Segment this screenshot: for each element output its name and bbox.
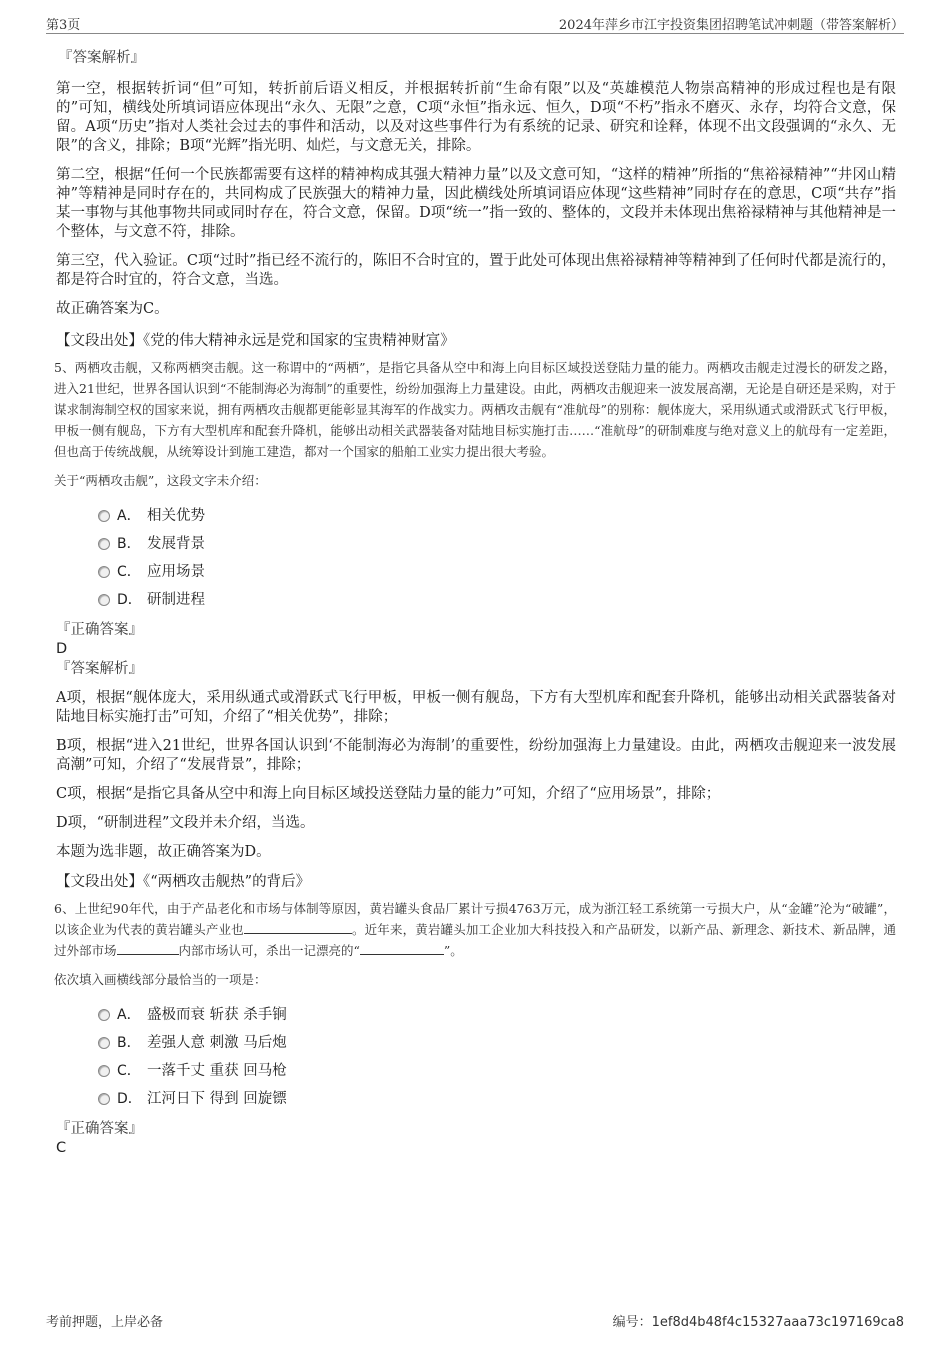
passage-source: 【文段出处】《党的伟大精神永远是党和国家的宝贵精神财富》 <box>56 333 455 349</box>
option-text: 盛极而衰 斩获 杀手锏 <box>147 1007 287 1023</box>
question-6-prompt: 依次填入画横线部分最恰当的一项是： <box>54 972 267 987</box>
option-d[interactable]: D． 江河日下 得到 回旋镖 <box>56 1085 896 1113</box>
page-footer <box>46 1311 904 1330</box>
analysis-paragraph: 第一空，根据转折词“但”可知，转折前后语义相反，并根据转折前“生命有限”以及“英雄模范人物崇高精神的形成过程也是有限的”可知，横线处所填词语应体现出“永久、无限”之意，C项“永恒”指永远、恒久，D项“不朽”指永不磨灭、永存，均符合文意，保留。A项“历史”指对人类社会过去的事件和活动，以及对这些事件行为有系统的记录、研究和诠释，体现不出文段强调的“永久、无限”的含义，排除；B项“光辉”指光明、灿烂，与文意无关，排除。 <box>56 81 896 154</box>
analysis-label: 『答案解析』 <box>56 661 143 677</box>
radio-button[interactable] <box>98 510 110 522</box>
fill-blank-3 <box>360 941 444 955</box>
option-text: 研制进程 <box>147 592 205 608</box>
analysis-paragraph: C项，根据“是指它具备从空中和海上向目标区域投送登陆力量的能力”可知，介绍了“应用场景”，排除； <box>56 786 721 802</box>
document-title: 2024年萍乡市江宇投资集团招聘笔试冲刺题（带答案解析） <box>558 18 904 33</box>
radio-button[interactable] <box>98 1037 110 1049</box>
option-text: 差强人意 刺激 马后炮 <box>147 1035 287 1051</box>
analysis-conclusion: 故正确答案为C。 <box>56 301 169 317</box>
analysis-label: 『答案解析』 <box>58 50 145 66</box>
radio-button[interactable] <box>98 566 110 578</box>
analysis-paragraph: D项，“研制进程”文段并未介绍，当选。 <box>56 815 315 831</box>
question-5-text: 5、两栖攻击舰，又称两栖突击舰。这一称谓中的“两栖”，是指它具备从空中和海上向目标区域投送登陆力量的能力。两栖攻击舰走过漫长的研发之路，进入21世纪，世界各国认识到“不能制海必为海制”的重要性，纷纷加强海上力量建设。由此，两栖攻击舰迎来一波发展高潮，无论是自研还是采购，对于谋求制海制空权的国家来说，拥有两栖攻击舰都更能彰显其海军的作战实力。两栖攻击舰有“准航母”的别称：舰体庞大，采用纵通式或滑跃式飞行甲板，甲板一侧有舰岛，下方有大型机库和配套升降机，能够出动相关武器装备对陆地目标实施打击……“准航母”的研制难度与绝对意义上的航母有一定差距，但也高于传统战舰，从统筹设计到施工建造，都对一个国家的船舶工业实力提出很大考验。 <box>54 360 896 459</box>
analysis-paragraph: 第二空，根据“任何一个民族都需要有这样的精神构成其强大精神力量”以及文意可知，“这样的精神”所指的“焦裕禄精神”“井冈山精神”等精神是同时存在的，共同构成了民族强大的精神力量，因此横线处所填词语应体现“这些精神”同时存在的意思，C项“共存”指某一事物与其他事物共同或同时存在，符合文意，保留。D项“统一”指一致的、整体的，文段并未体现出焦裕禄精神与其他精神是一个整体，与文意不符，排除。 <box>56 167 896 240</box>
option-text: 应用场景 <box>147 564 205 580</box>
fill-blank-1 <box>244 920 352 934</box>
page-number: 第3页 <box>46 18 81 33</box>
correct-answer: D <box>56 641 68 657</box>
passage-source: 【文段出处】《“两栖攻击舰热”的背后》 <box>56 874 311 890</box>
option-a[interactable]: A． 相关优势 <box>56 502 896 530</box>
question-5-options <box>56 502 896 614</box>
option-b[interactable]: B． 差强人意 刺激 马后炮 <box>56 1029 896 1057</box>
correct-answer-label: 『正确答案』 <box>56 622 143 638</box>
option-a[interactable]: A． 盛极而衰 斩获 杀手锏 <box>56 1001 896 1029</box>
analysis-conclusion: 本题为选非题，故正确答案为D。 <box>56 844 271 860</box>
radio-button[interactable] <box>98 1065 110 1077</box>
question-6-text: 6、上世纪90年代，由于产品老化和市场与体制等原因，黄岩罐头食品厂累计亏损4763万元，成为浙江轻工系统第一亏损大户，从“金罐”沦为“破罐”，以该企业为代表的黄岩罐头产业也 。近年来，黄岩罐头加工企业加大科技投入和产品研发，以新产品、新理念、新技术、新品牌，通过外部市场 内部市场认可，杀出一记漂亮的“ ”。 <box>54 901 896 958</box>
analysis-paragraph: A项，根据“舰体庞大，采用纵通式或滑跃式飞行甲板，甲板一侧有舰岛，下方有大型机库和配套升降机，能够出动相关武器装备对陆地目标实施打击”可知，介绍了“相关优势”，排除； <box>56 690 896 725</box>
page-header <box>46 12 904 34</box>
radio-button[interactable] <box>98 1009 110 1021</box>
document-code: 编号：1ef8d4b48f4c15327aaa73c197169ca8 <box>612 1315 904 1330</box>
option-text: 发展背景 <box>147 536 205 552</box>
option-c[interactable]: C． 一落千丈 重获 回马枪 <box>56 1057 896 1085</box>
option-d[interactable]: D． 研制进程 <box>56 586 896 614</box>
option-b[interactable]: B． 发展背景 <box>56 530 896 558</box>
radio-button[interactable] <box>98 594 110 606</box>
option-c[interactable]: C． 应用场景 <box>56 558 896 586</box>
correct-answer-label: 『正确答案』 <box>56 1121 143 1137</box>
question-6-options <box>56 1001 896 1113</box>
fill-blank-2 <box>117 941 179 955</box>
correct-answer: C <box>56 1140 67 1156</box>
option-text: 江河日下 得到 回旋镖 <box>147 1091 287 1107</box>
analysis-paragraph: 第三空，代入验证。C项“过时”指已经不流行的，陈旧不合时宜的，置于此处可体现出焦裕禄精神等精神到了任何时代都是流行的，都是符合时宜的，符合文意，当选。 <box>56 253 896 288</box>
option-text: 一落千丈 重获 回马枪 <box>147 1063 287 1079</box>
radio-button[interactable] <box>98 1093 110 1105</box>
document-body <box>56 48 896 1158</box>
radio-button[interactable] <box>98 538 110 550</box>
analysis-paragraph: B项，根据“进入21世纪，世界各国认识到‘不能制海必为海制’的重要性，纷纷加强海上力量建设。由此，两栖攻击舰迎来一波发展高潮”可知，介绍了“发展背景”，排除； <box>56 738 896 773</box>
question-5-prompt: 关于“两栖攻击舰”，这段文字未介绍： <box>54 473 267 488</box>
option-text: 相关优势 <box>147 508 205 524</box>
footer-slogan: 考前押题，上岸必备 <box>46 1315 164 1330</box>
